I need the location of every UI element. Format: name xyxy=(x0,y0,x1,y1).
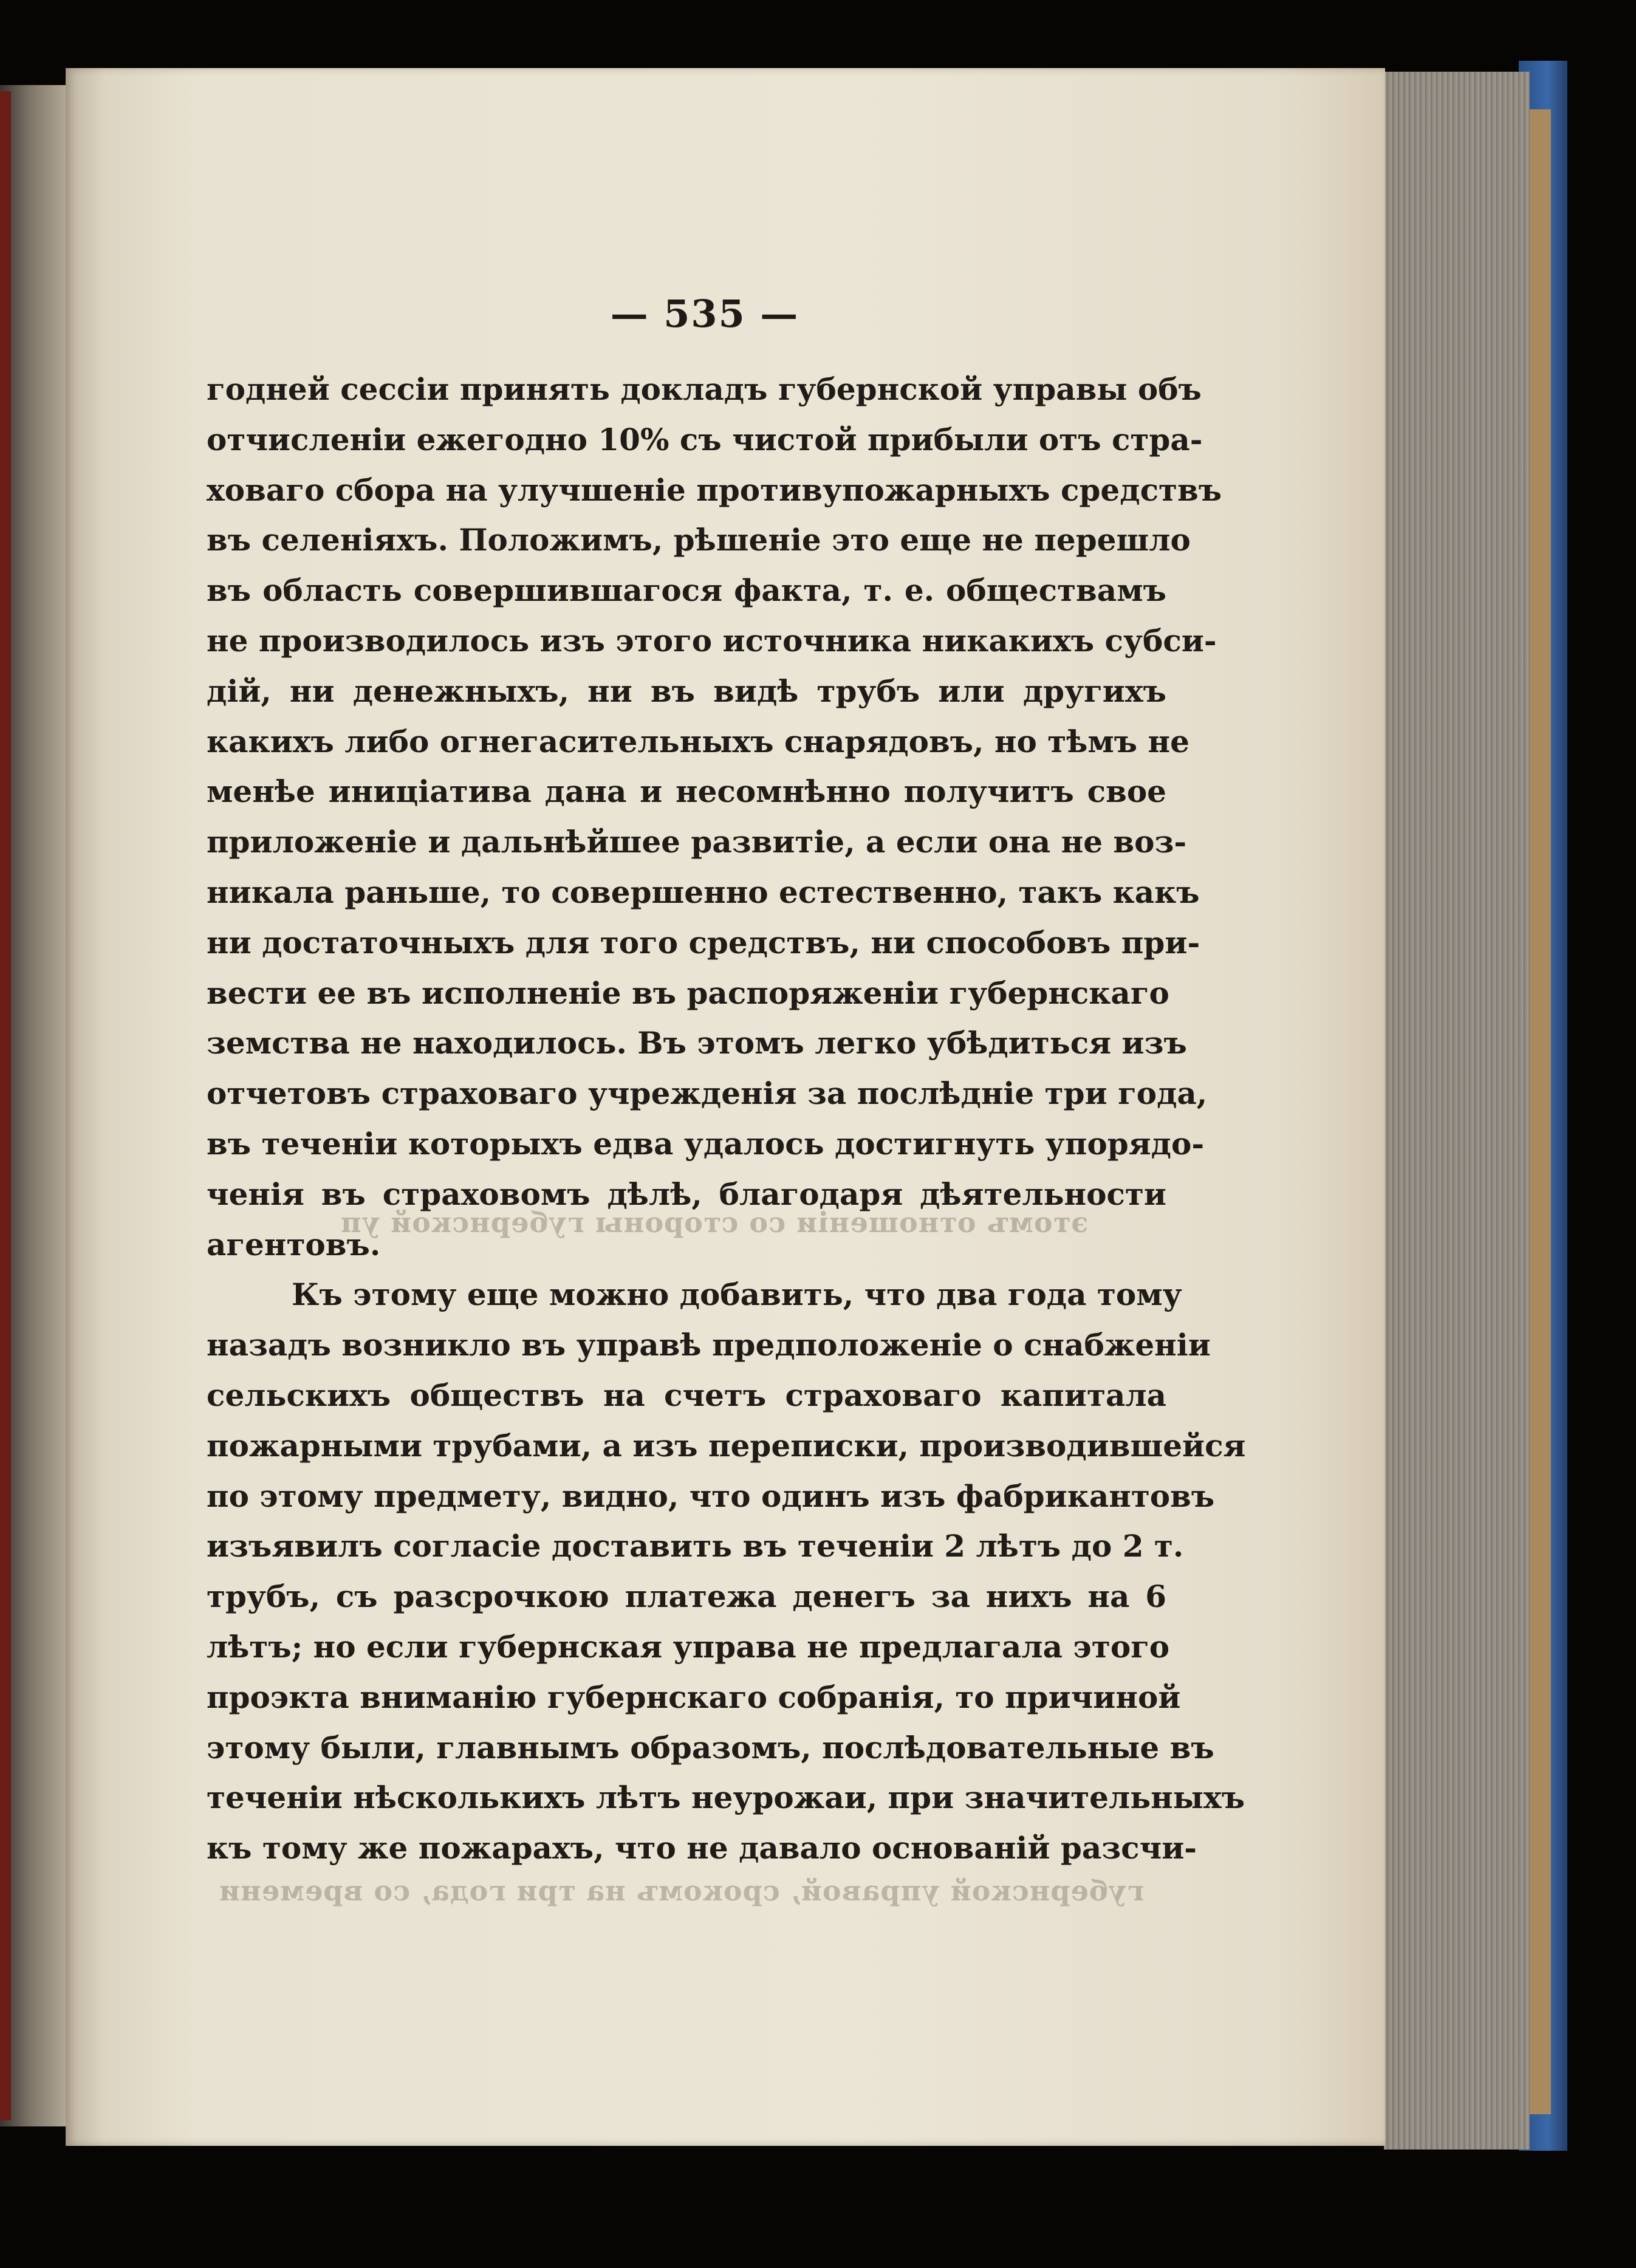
text-line: какихъ либо огнегасительныхъ снарядовъ, но тѣмъ не xyxy=(207,723,1189,759)
body-text xyxy=(207,365,1246,1874)
text-line: земства не находилось. Въ этомъ легко убѣдиться изъ xyxy=(207,1025,1187,1061)
text-line: трубъ, съ разсрочкою платежа денегъ за нихъ на 6 xyxy=(207,1578,1166,1615)
text-line: по этому предмету, видно, что одинъ изъ фабрикантовъ xyxy=(207,1478,1215,1514)
text-line: пожарными трубами, а изъ переписки, производившейся xyxy=(207,1427,1246,1464)
text-line: никала раньше, то совершенно естественно, такъ какъ xyxy=(207,874,1200,910)
text-line: теченіи нѣсколькихъ лѣтъ неурожаи, при значительныхъ xyxy=(207,1780,1245,1816)
show-through-text-1: этомъ отношеніи со стороны губернской уп xyxy=(340,1206,1089,1239)
text-line: менѣе иниціатива дана и несомнѣнно получитъ свое xyxy=(207,773,1166,810)
text-line: не производилось изъ этого источника никакихъ субси- xyxy=(207,622,1217,659)
text-line: этому были, главнымъ образомъ, послѣдовательные въ xyxy=(207,1729,1214,1766)
text-line: отчисленіи ежегодно 10% съ чистой прибыли отъ стра- xyxy=(207,421,1203,457)
text-line: ченія въ страховомъ дѣлѣ, благодаря дѣятельности xyxy=(207,1176,1166,1212)
page-block-edges xyxy=(1384,72,1530,2150)
show-through-text-2: губернской управой, срокомъ на три года, со времени xyxy=(219,1874,1145,1907)
text-line: вести ее въ исполненіе въ распоряженіи губернскаго xyxy=(207,975,1169,1011)
text-line: назадъ возникло въ управѣ предположеніе о снабженіи xyxy=(207,1327,1211,1363)
text-line: изъявилъ согласіе доставить въ теченіи 2 лѣтъ до 2 т. xyxy=(207,1528,1184,1564)
text-line: ховаго сбора на улучшеніе противупожарныхъ средствъ xyxy=(207,471,1222,508)
text-line: въ селеніяхъ. Положимъ, рѣшеніе это еще не перешло xyxy=(207,522,1191,558)
text-line: лѣтъ; но если губернская управа не предлагала этого xyxy=(207,1628,1170,1665)
text-line: отчетовъ страховаго учрежденія за послѣдніе три года, xyxy=(207,1075,1208,1112)
text-line: ни достаточныхъ для того средствъ, ни способовъ при- xyxy=(207,924,1200,961)
text-line: сельскихъ обществъ на счетъ страховаго капитала xyxy=(207,1377,1166,1413)
paragraph-start-line: Къ этому еще можно добавить, что два года тому xyxy=(292,1276,1182,1313)
text-line: въ теченіи которыхъ едва удалось достигнуть упорядо- xyxy=(207,1125,1205,1162)
page-number: — 535 — xyxy=(610,292,799,336)
text-line: агентовъ. xyxy=(207,1226,381,1262)
text-line: дій, ни денежныхъ, ни въ видѣ трубъ или другихъ xyxy=(207,673,1166,709)
left-page-binding xyxy=(0,91,11,2120)
text-line: къ тому же пожарахъ, что не давало основаній разсчи- xyxy=(207,1830,1197,1866)
text-line: проэкта вниманію губернскаго собранія, то причиной xyxy=(207,1679,1181,1715)
text-line: годней сессіи принять докладъ губернской управы объ xyxy=(207,371,1202,407)
text-line: въ область совершившагося факта, т. е. обществамъ xyxy=(207,572,1166,609)
text-line: приложеніе и дальнѣйшее развитіе, а если она не воз- xyxy=(207,824,1187,860)
